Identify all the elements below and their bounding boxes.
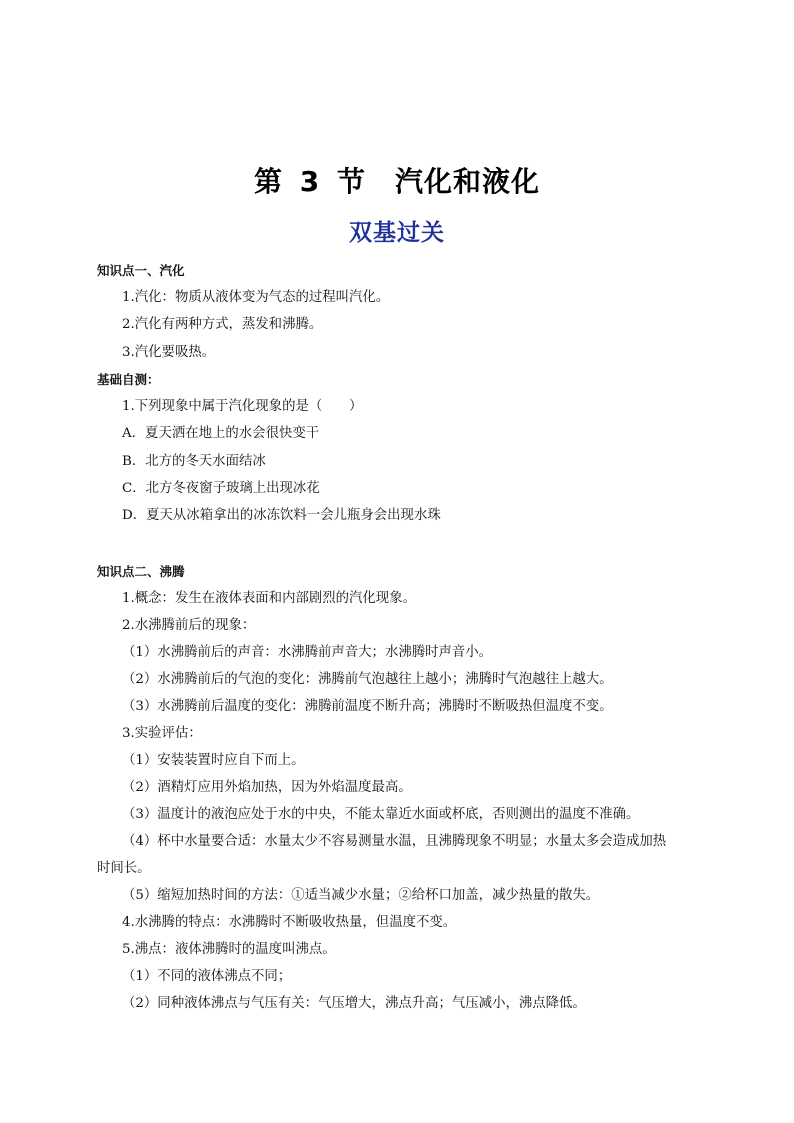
knowledge-line: （3）水沸腾前后温度的变化：沸腾前温度不断升高；沸腾时不断吸热但温度不变。 [122,699,613,714]
knowledge-line: （1）水沸腾前后的声音：水沸腾前声音大；水沸腾时声音小。 [122,645,493,660]
page-title: 第 3 节 汽化和液化 [254,165,540,198]
section-heading: 知识点二、沸腾 [97,564,185,579]
knowledge-line: （2）水沸腾前后的气泡的变化：沸腾前气泡越往上越小；沸腾时气泡越往上越大。 [122,672,613,687]
quiz-heading: 基础自测： [97,372,160,387]
knowledge-line: （1）安装装置时应自下而上。 [122,753,305,768]
knowledge-item: 2.汽化有两种方式，蒸发和沸腾。 [122,317,323,332]
quiz-option: D．夏天从冰箱拿出的冰冻饮料一会儿瓶身会出现水珠 [122,508,441,523]
knowledge-line: （1）不同的液体沸点不同； [122,969,292,984]
knowledge-line: 2.水沸腾前后的现象： [122,618,256,633]
knowledge-line: 5.沸点：液体沸腾时的温度叫沸点。 [122,942,336,957]
knowledge-item: 1.汽化：物质从液体变为气态的过程叫汽化。 [122,290,390,305]
section-heading: 知识点一、汽化 [97,263,185,278]
quiz-option: A．夏天洒在地上的水会很快变干 [122,426,320,441]
knowledge-line: 1.概念：发生在液体表面和内部剧烈的汽化现象。 [122,591,416,606]
knowledge-line: 4.水沸腾的特点：水沸腾时不断吸收热量，但温度不变。 [122,915,457,930]
knowledge-item: 3.汽化要吸热。 [122,345,216,360]
quiz-question: 1.下列现象中属于汽化现象的是（ ） [122,399,363,414]
knowledge-line: （2）酒精灯应用外焰加热，因为外焰温度最高。 [122,780,412,795]
knowledge-line: （2）同种液体沸点与气压有关：气压增大，沸点升高；气压减小，沸点降低。 [122,996,586,1011]
knowledge-line-continued: 时间长。 [97,861,151,876]
knowledge-line: 3.实验评估： [122,726,202,741]
knowledge-line: （4）杯中水量要合适：水量太少不容易测量水温，且沸腾现象不明显；水量太多会造成加热 [122,834,667,849]
quiz-option: B．北方的冬天水面结冰 [122,454,266,469]
quiz-option: C．北方冬夜窗子玻璃上出现冰花 [122,481,320,496]
knowledge-line: （5）缩短加热时间的方法：①适当减少水量；②给杯口加盖，减少热量的散失。 [122,888,600,903]
page-subtitle: 双基过关 [349,220,445,246]
knowledge-line: （3）温度计的液泡应处于水的中央，不能太靠近水面或杯底，否则测出的温度不准确。 [122,807,640,822]
